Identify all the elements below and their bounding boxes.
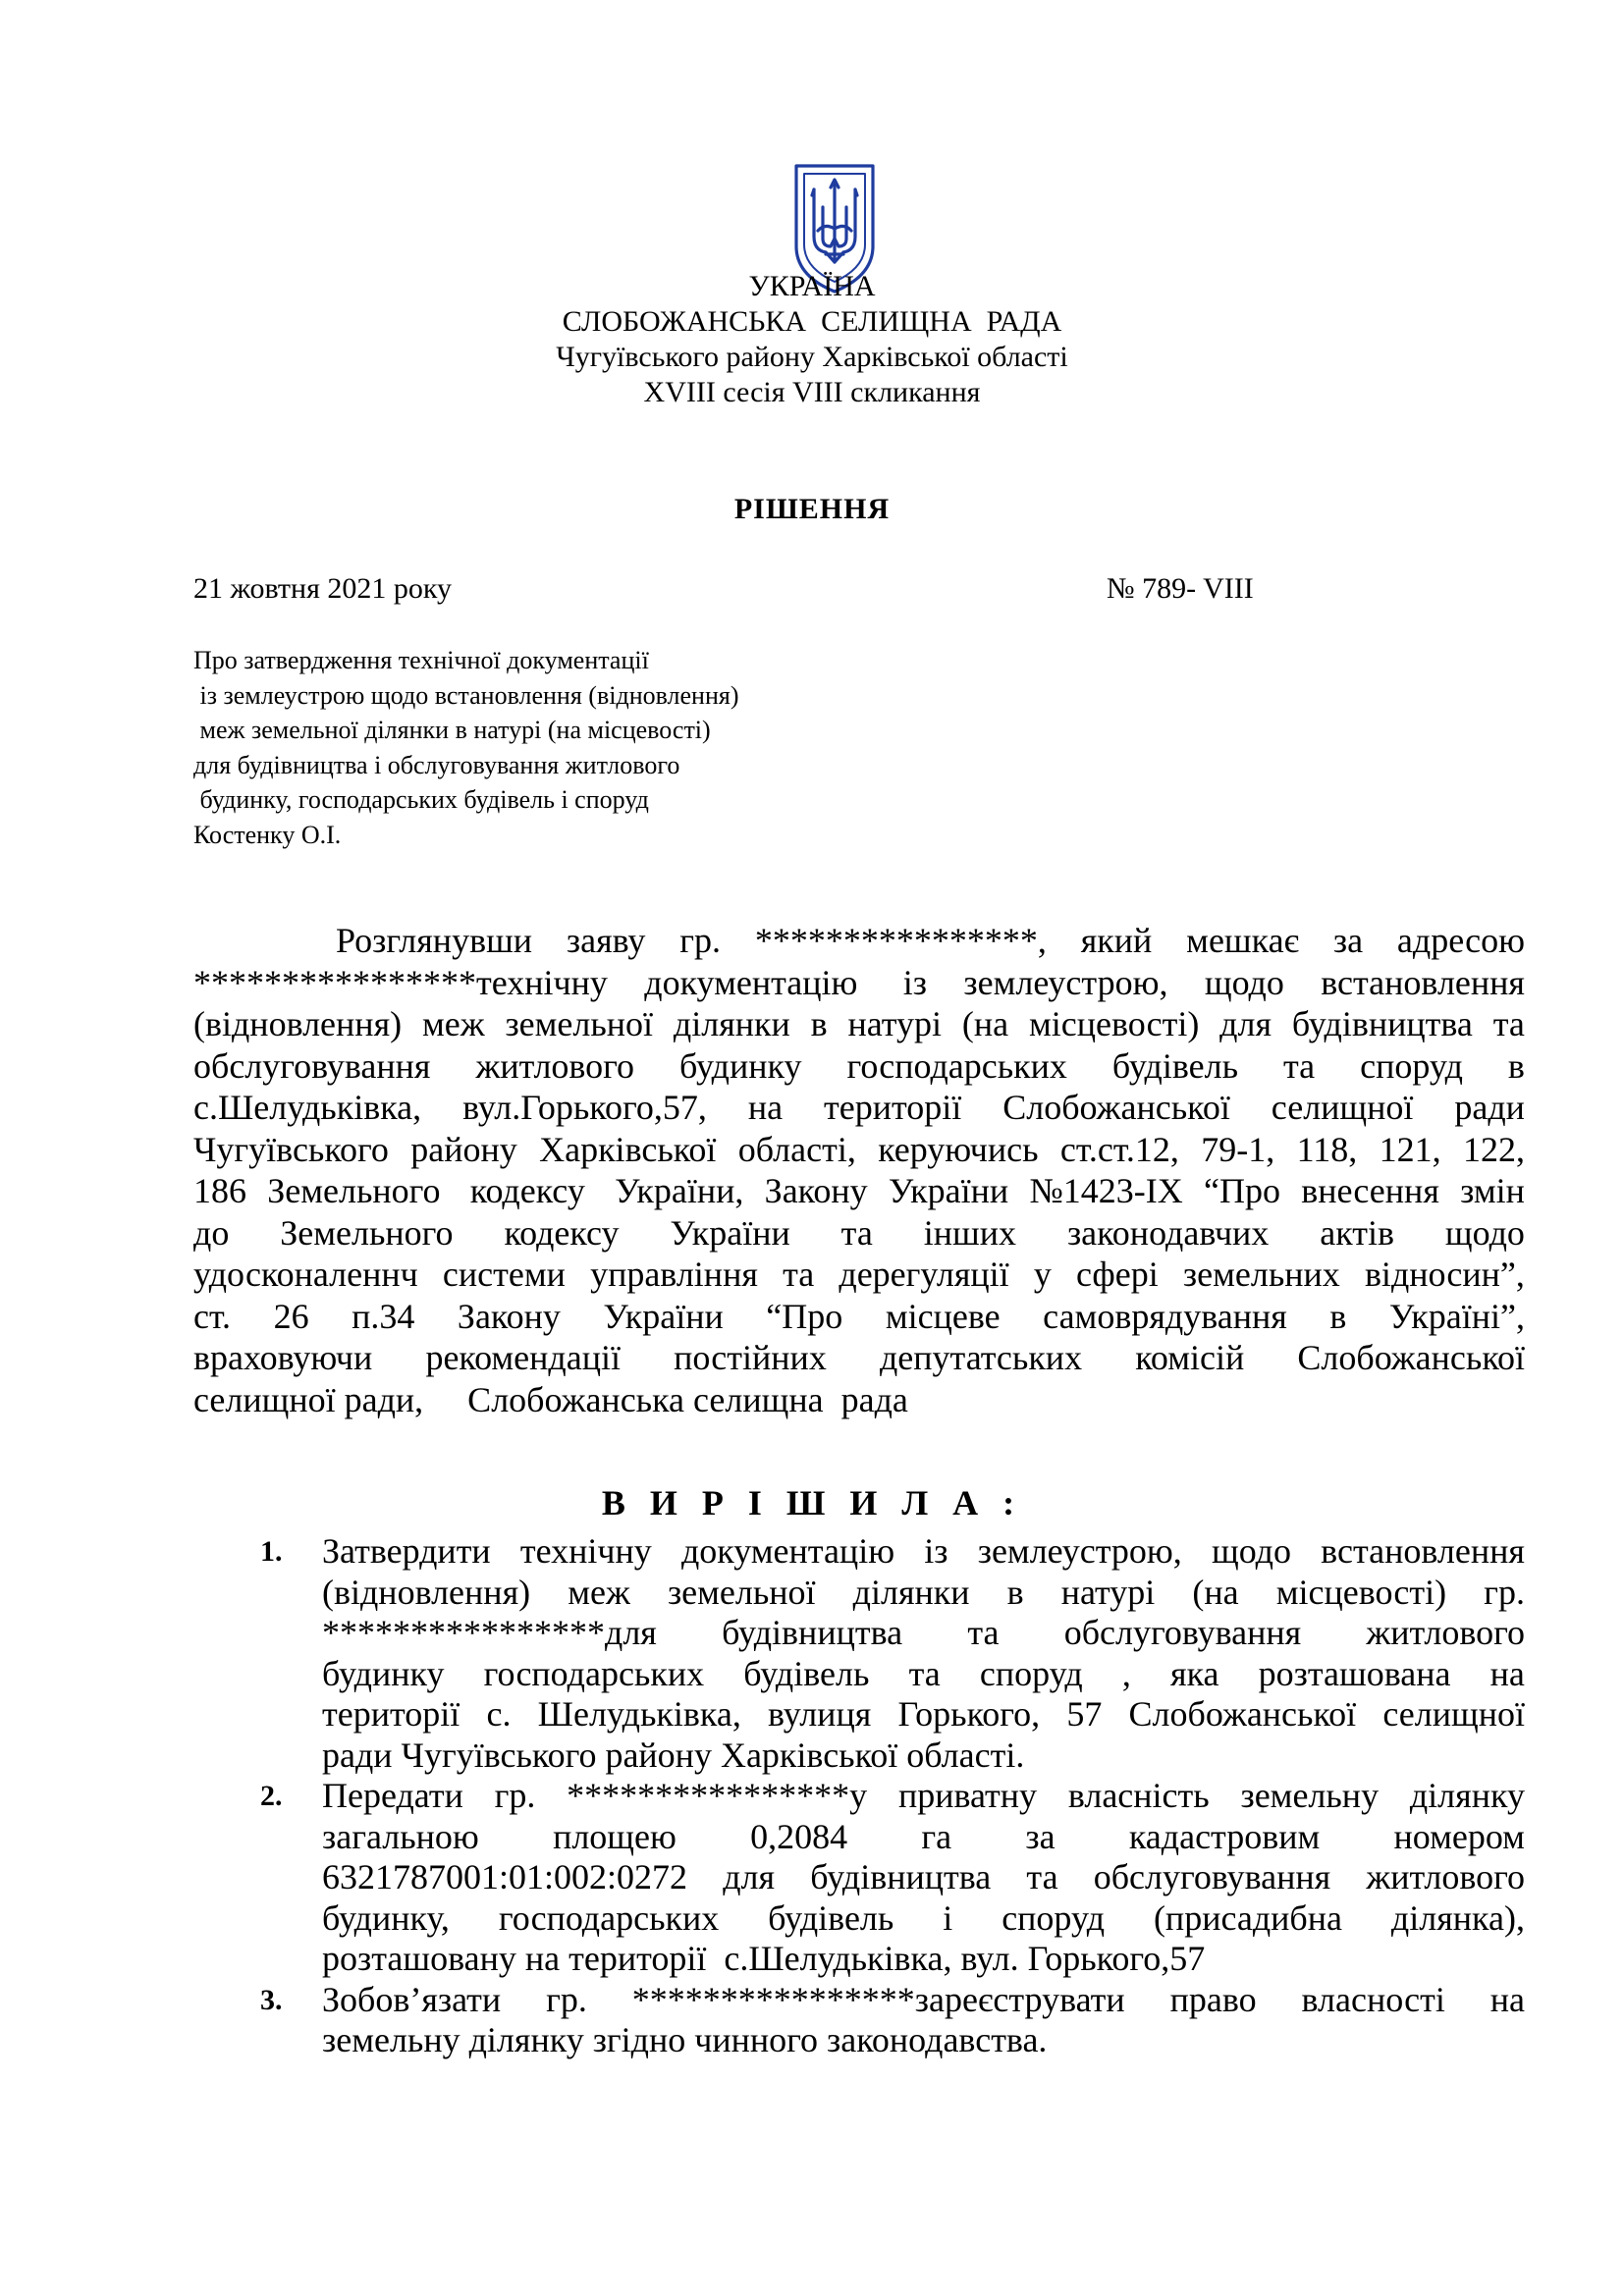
text-line bbox=[193, 920, 1525, 962]
word: господарських bbox=[498, 1897, 720, 1938]
decided-heading: В И Р І Ш И Л А : bbox=[601, 1483, 1023, 1522]
text-line bbox=[322, 1573, 1525, 1614]
word: земельну bbox=[1240, 1776, 1380, 1815]
word: селищної bbox=[1271, 1088, 1414, 1127]
word: Земельного bbox=[280, 1212, 454, 1253]
word: будівель bbox=[768, 1897, 894, 1938]
item-number: 3. bbox=[260, 1983, 283, 2016]
word: розташовану на території с.Шелудьківка, вул. Горького,57 bbox=[322, 1939, 1206, 1978]
word: Закону bbox=[764, 1171, 868, 1210]
word: землеустрою, bbox=[977, 1531, 1182, 1571]
decision-date: 21 жовтня 2021 року bbox=[193, 572, 453, 605]
word: споруд bbox=[1001, 1897, 1106, 1938]
word: будівель bbox=[743, 1653, 870, 1693]
word: Передати bbox=[322, 1776, 463, 1815]
word: Слобожанської bbox=[1297, 1338, 1525, 1377]
word: території bbox=[322, 1694, 460, 1734]
word: яка bbox=[1170, 1653, 1219, 1693]
word: Розглянувши bbox=[336, 921, 533, 960]
word: власність bbox=[1067, 1776, 1210, 1815]
word: на bbox=[747, 1088, 784, 1127]
word: в bbox=[1507, 1045, 1525, 1086]
item-number: 1. bbox=[260, 1535, 283, 1568]
word: для bbox=[723, 1857, 776, 1896]
text-line bbox=[193, 1212, 1525, 1255]
word: України bbox=[670, 1212, 790, 1253]
word: та bbox=[1283, 1045, 1316, 1086]
text-line bbox=[322, 1939, 1525, 1980]
subject-line: меж земельної ділянки в натурі (на місцевості) bbox=[193, 716, 711, 744]
word: враховуючи bbox=[193, 1338, 373, 1377]
word: площею bbox=[553, 1816, 677, 1856]
word: встановлення bbox=[1321, 962, 1525, 1002]
word: с.Шелудьківка, bbox=[193, 1088, 422, 1127]
word: території bbox=[824, 1088, 962, 1127]
word: Горького, bbox=[897, 1694, 1041, 1734]
word: меж bbox=[421, 1004, 485, 1043]
district-name: Чугуївського району Харківської області bbox=[556, 341, 1068, 373]
word: для bbox=[1219, 1004, 1272, 1043]
word: п.34 bbox=[352, 1296, 415, 1336]
word: в bbox=[1006, 1572, 1024, 1612]
word: споруд bbox=[979, 1653, 1083, 1693]
text-line bbox=[193, 962, 1525, 1004]
word: законодавчих bbox=[1066, 1212, 1270, 1253]
word: місцевості) bbox=[1275, 1572, 1447, 1612]
word: на bbox=[1489, 1653, 1525, 1693]
word: (відновлення) bbox=[193, 1004, 403, 1043]
word: господарських bbox=[483, 1653, 705, 1693]
word: до bbox=[193, 1212, 230, 1253]
word: місцевості) bbox=[1028, 1004, 1200, 1043]
word: рекомендації bbox=[425, 1338, 621, 1377]
word: ст. bbox=[193, 1296, 232, 1336]
word: 79-1, bbox=[1201, 1129, 1275, 1169]
word: селищної ради, Слобожанська селищна рада bbox=[193, 1379, 908, 1419]
subject-line: будинку, господарських будівель і споруд bbox=[193, 785, 649, 814]
word: вулиця bbox=[768, 1694, 872, 1734]
item-number: 2. bbox=[260, 1780, 283, 1812]
word: району bbox=[410, 1129, 517, 1169]
text-line bbox=[193, 1003, 1525, 1045]
word: місцеве bbox=[885, 1296, 1001, 1336]
word: 6321787001:01:002:0272 bbox=[322, 1857, 688, 1896]
word: Харківської bbox=[539, 1129, 717, 1169]
word: змін bbox=[1460, 1171, 1525, 1210]
subject-line: для будівництва і обслуговування житлового bbox=[193, 750, 680, 779]
word: ділянки bbox=[673, 1004, 790, 1043]
text-line bbox=[193, 1045, 1525, 1088]
text-line bbox=[193, 1296, 1525, 1338]
decision-subject bbox=[193, 643, 739, 852]
word: Слобожанської bbox=[1002, 1088, 1230, 1127]
word: будівель bbox=[1111, 1045, 1239, 1086]
word: внесення bbox=[1301, 1171, 1439, 1210]
session-name: XVIII сесія VIII скликання bbox=[643, 376, 981, 408]
decision-number: № 789- VIII bbox=[1107, 572, 1254, 605]
word: будинку, bbox=[322, 1897, 450, 1938]
word: мешкає bbox=[1186, 921, 1300, 960]
word: щодо bbox=[1444, 1212, 1525, 1253]
word: “Про bbox=[1204, 1171, 1280, 1210]
word: житлового bbox=[1366, 1613, 1525, 1652]
word: ділянка), bbox=[1390, 1897, 1525, 1938]
word: меж bbox=[568, 1572, 630, 1612]
word: (відновлення) bbox=[322, 1572, 531, 1612]
word: приватну bbox=[897, 1776, 1038, 1815]
decision-items-list bbox=[260, 1531, 1525, 2061]
word: щодо bbox=[1211, 1531, 1291, 1571]
text-line bbox=[322, 1898, 1525, 1940]
text-line bbox=[322, 1776, 1525, 1817]
word: у bbox=[1033, 1255, 1052, 1294]
word: інших bbox=[923, 1212, 1017, 1253]
word: Україні”, bbox=[1388, 1296, 1525, 1336]
word: ****************технічну bbox=[193, 962, 608, 1002]
word: та bbox=[1026, 1857, 1058, 1896]
word: обслуговування bbox=[1063, 1613, 1302, 1652]
word: га bbox=[921, 1816, 952, 1856]
word: ****************у bbox=[567, 1776, 868, 1815]
word: відносин”, bbox=[1364, 1255, 1525, 1294]
text-line bbox=[322, 1654, 1525, 1695]
word: актів bbox=[1320, 1212, 1394, 1253]
word: 118, bbox=[1296, 1129, 1358, 1169]
word: споруд bbox=[1360, 1045, 1463, 1086]
text-line bbox=[193, 1129, 1525, 1171]
word: с. bbox=[486, 1694, 512, 1734]
word: комісій bbox=[1135, 1338, 1245, 1377]
word: документацію bbox=[644, 962, 858, 1002]
word: (на bbox=[1192, 1572, 1239, 1612]
text-line bbox=[322, 1531, 1525, 1573]
word: 186 bbox=[193, 1171, 246, 1210]
word: за bbox=[1025, 1816, 1056, 1856]
word: Чугуївського bbox=[193, 1129, 389, 1169]
word: депутатських bbox=[879, 1338, 1083, 1377]
word: земельних bbox=[1182, 1255, 1340, 1294]
word: ****************, bbox=[754, 921, 1047, 960]
word: кадастровим bbox=[1128, 1816, 1321, 1856]
text-line bbox=[322, 1735, 1525, 1777]
word: який bbox=[1080, 921, 1153, 960]
decision-item bbox=[260, 1776, 1525, 1980]
word: землеустрою, bbox=[963, 962, 1168, 1002]
word: номером bbox=[1393, 1816, 1525, 1856]
preamble-paragraph bbox=[193, 920, 1525, 1420]
word: України, bbox=[606, 1171, 744, 1210]
word: 121, bbox=[1379, 1129, 1441, 1169]
text-line bbox=[322, 1980, 1525, 2021]
text-line bbox=[193, 1379, 1525, 1421]
word: (на bbox=[961, 1004, 1009, 1043]
word: щодо bbox=[1204, 962, 1284, 1002]
text-line bbox=[322, 1857, 1525, 1898]
word: сфері bbox=[1075, 1255, 1159, 1294]
subject-line: Про затвердження технічної документації bbox=[193, 646, 649, 674]
text-line bbox=[193, 1087, 1525, 1129]
word: натурі bbox=[847, 1004, 943, 1043]
council-name: СЛОБОЖАНСЬКА СЕЛИЩНА РАДА bbox=[562, 305, 1062, 338]
word: обслуговування bbox=[1093, 1857, 1331, 1896]
word: ради bbox=[1454, 1088, 1525, 1127]
word: ділянки bbox=[852, 1572, 970, 1612]
document-title: РІШЕННЯ bbox=[733, 493, 891, 525]
word: будинку bbox=[322, 1653, 445, 1693]
word: встановлення bbox=[1321, 1531, 1525, 1571]
word: Зобов’язати bbox=[322, 1979, 502, 2019]
text-line bbox=[193, 1254, 1525, 1296]
word: 26 bbox=[273, 1296, 309, 1336]
word: гр. bbox=[494, 1776, 536, 1815]
word: на bbox=[1489, 1979, 1525, 2019]
word: земельної bbox=[505, 1004, 654, 1043]
word: України bbox=[603, 1296, 724, 1336]
word: кодексу bbox=[504, 1212, 620, 1253]
text-line bbox=[322, 1694, 1525, 1735]
word: та bbox=[1492, 1004, 1525, 1043]
word: управління bbox=[590, 1255, 758, 1294]
word: технічну bbox=[519, 1531, 652, 1571]
decision-item bbox=[260, 1531, 1525, 1776]
word: право bbox=[1169, 1979, 1257, 2019]
word: гр. bbox=[546, 1979, 587, 2019]
word: із bbox=[893, 962, 928, 1002]
word: керуючись bbox=[878, 1129, 1039, 1169]
word: гр. bbox=[679, 921, 722, 960]
word: ради Чугуївського району Харківської області. bbox=[322, 1735, 1025, 1775]
word: в bbox=[1329, 1296, 1347, 1336]
word: гр. bbox=[1484, 1572, 1525, 1612]
word: селищної bbox=[1382, 1694, 1525, 1734]
word: та bbox=[908, 1653, 941, 1693]
word: Закону bbox=[457, 1296, 561, 1336]
word: Земельного bbox=[267, 1171, 441, 1210]
word: будинку bbox=[679, 1045, 802, 1086]
word: господарських bbox=[846, 1045, 1067, 1086]
word: Затвердити bbox=[322, 1531, 491, 1571]
word: дерегуляції bbox=[839, 1255, 1009, 1294]
word: 57 bbox=[1066, 1694, 1103, 1734]
word: загальною bbox=[322, 1816, 479, 1856]
text-line bbox=[322, 2020, 1525, 2061]
word: ділянку bbox=[1409, 1776, 1525, 1815]
word: Слобожанської bbox=[1128, 1694, 1357, 1734]
word: ****************зареєструвати bbox=[631, 1979, 1125, 2019]
word: , bbox=[1121, 1653, 1131, 1693]
word: та bbox=[783, 1255, 815, 1294]
word: земельну ділянку згідно чинного законодавства. bbox=[322, 2020, 1048, 2059]
word: розташована bbox=[1258, 1653, 1451, 1693]
word: системи bbox=[442, 1255, 566, 1294]
word: земельної bbox=[667, 1572, 816, 1612]
word: вул.Горького,57, bbox=[462, 1088, 707, 1127]
word: житлового bbox=[1366, 1857, 1525, 1896]
word: будівництва bbox=[1291, 1004, 1473, 1043]
decision-item bbox=[260, 1980, 1525, 2061]
word: 0,2084 bbox=[750, 1816, 848, 1856]
text-line bbox=[193, 1170, 1525, 1212]
word: із bbox=[924, 1531, 948, 1571]
word: самоврядування bbox=[1043, 1296, 1287, 1336]
word: “Про bbox=[766, 1296, 843, 1336]
word: кодексу bbox=[460, 1171, 585, 1210]
word: (присадибна bbox=[1153, 1897, 1342, 1938]
word: удосконаленнч bbox=[193, 1255, 418, 1294]
word: ****************для bbox=[322, 1613, 657, 1652]
word: ст.ст.12, bbox=[1059, 1129, 1179, 1169]
word: заяву bbox=[566, 921, 646, 960]
word: за bbox=[1332, 921, 1364, 960]
word: області, bbox=[737, 1129, 856, 1169]
word: документацію bbox=[680, 1531, 895, 1571]
subject-line: Костенку О.І. bbox=[193, 820, 342, 849]
word: і bbox=[943, 1897, 953, 1938]
word: та bbox=[967, 1613, 1000, 1652]
word: будівництва bbox=[810, 1857, 992, 1896]
word: та bbox=[840, 1212, 873, 1253]
text-line bbox=[322, 1613, 1525, 1654]
word: в bbox=[810, 1004, 828, 1043]
country-name: УКРАЇНА bbox=[748, 270, 876, 302]
word: натурі bbox=[1060, 1572, 1156, 1612]
word: обслуговування bbox=[193, 1045, 431, 1086]
word: житлового bbox=[475, 1045, 635, 1086]
word: будівництва bbox=[722, 1613, 903, 1652]
word: власності bbox=[1301, 1979, 1445, 2019]
text-line bbox=[193, 1337, 1525, 1379]
text-line bbox=[322, 1817, 1525, 1858]
word: України bbox=[888, 1171, 1009, 1210]
word: Шелудьківка, bbox=[537, 1694, 741, 1734]
word: постійних bbox=[674, 1338, 827, 1377]
word: адресою bbox=[1396, 921, 1525, 960]
subject-line: із землеустрою щодо встановлення (відновлення) bbox=[193, 680, 739, 710]
word: 122, bbox=[1462, 1129, 1525, 1169]
word: №1423-IX bbox=[1029, 1171, 1183, 1210]
